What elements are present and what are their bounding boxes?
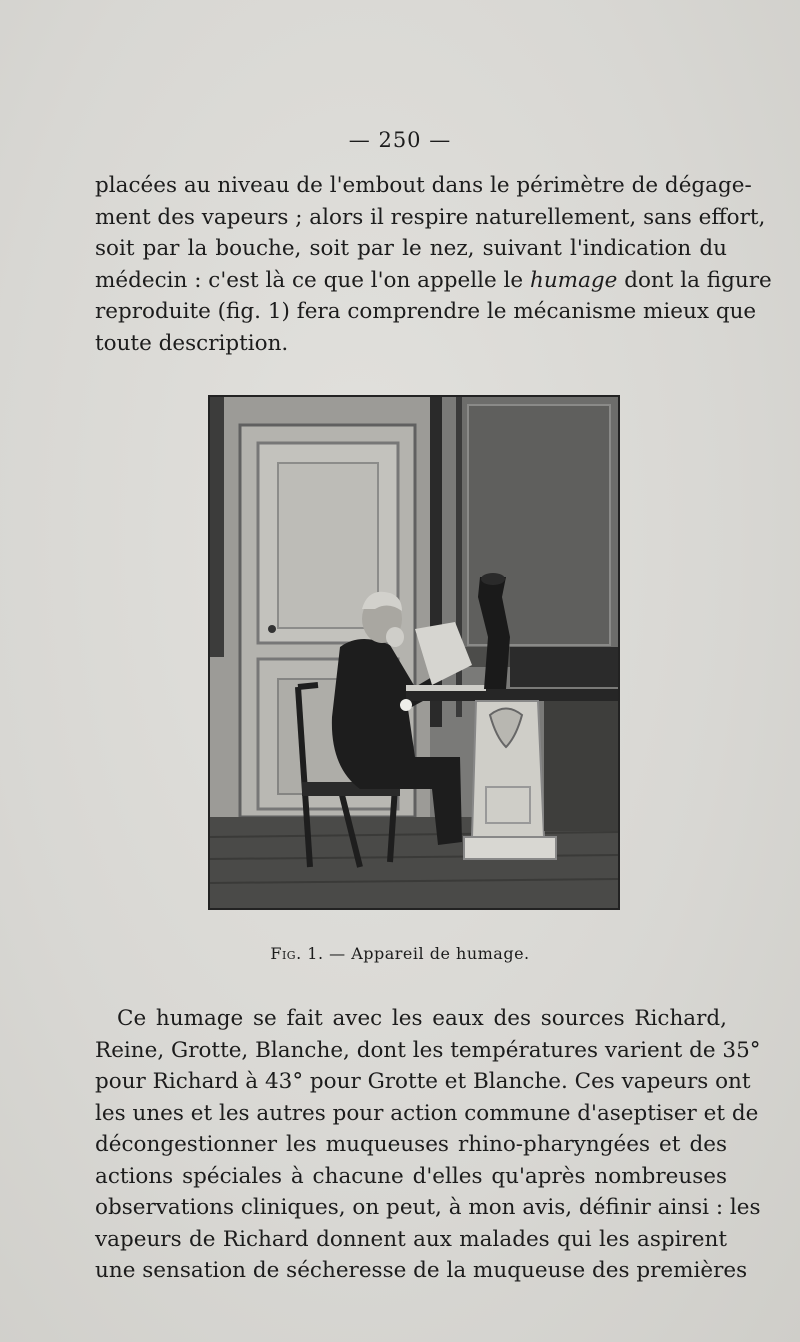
text-line: reproduite (fig. 1) fera comprendre le mécanisme mieux que bbox=[95, 299, 757, 324]
text-line bbox=[95, 265, 772, 297]
text-line: soit par la bouche, soit par le nez, suivant l'indication du bbox=[95, 236, 727, 261]
text-line: toute description. bbox=[95, 330, 289, 356]
figure-caption bbox=[0, 944, 800, 963]
text-line: observations cliniques, on peut, à mon avis, définir ainsi : les bbox=[95, 1195, 761, 1220]
text-line: décongestionner les muqueuses rhino-pharyngées et des bbox=[95, 1132, 727, 1157]
text-line: Ce humage se fait avec les eaux des sources Richard, bbox=[117, 1006, 727, 1031]
text-line: ment des vapeurs ; alors il respire naturellement, sans effort, bbox=[95, 204, 766, 230]
paragraph-1 bbox=[95, 170, 772, 359]
text-line: une sensation de sécheresse de la muqueuse des premières bbox=[95, 1258, 748, 1283]
text-line: placées au niveau de l'embout dans le périmètre de dégage- bbox=[95, 173, 752, 198]
text-line: pour Richard à 43° pour Grotte et Blanche. Ces vapeurs ont bbox=[95, 1069, 751, 1094]
figure-label: Fig. 1. bbox=[270, 944, 324, 963]
paragraph-2 bbox=[95, 1003, 761, 1287]
text-segment: dont la figure bbox=[617, 267, 772, 293]
text-line: les unes et les autres pour action commune d'aseptiser et de bbox=[95, 1100, 759, 1126]
page-number: — 250 — bbox=[348, 128, 452, 152]
text-line: vapeurs de Richard donnent aux malades qui les aspirent bbox=[95, 1226, 727, 1252]
text-line: Reine, Grotte, Blanche, dont les températures varient de 35° bbox=[95, 1037, 761, 1063]
text-segment: médecin : c'est là ce que l'on appelle le bbox=[95, 267, 530, 293]
text-line: actions spéciales à chacune d'elles qu'après nombreuses bbox=[95, 1163, 727, 1189]
photo-illustration bbox=[210, 397, 618, 908]
figure-caption-text: — Appareil de humage. bbox=[323, 944, 530, 963]
italic-term: humage bbox=[529, 267, 618, 293]
figure-photograph bbox=[208, 395, 620, 910]
